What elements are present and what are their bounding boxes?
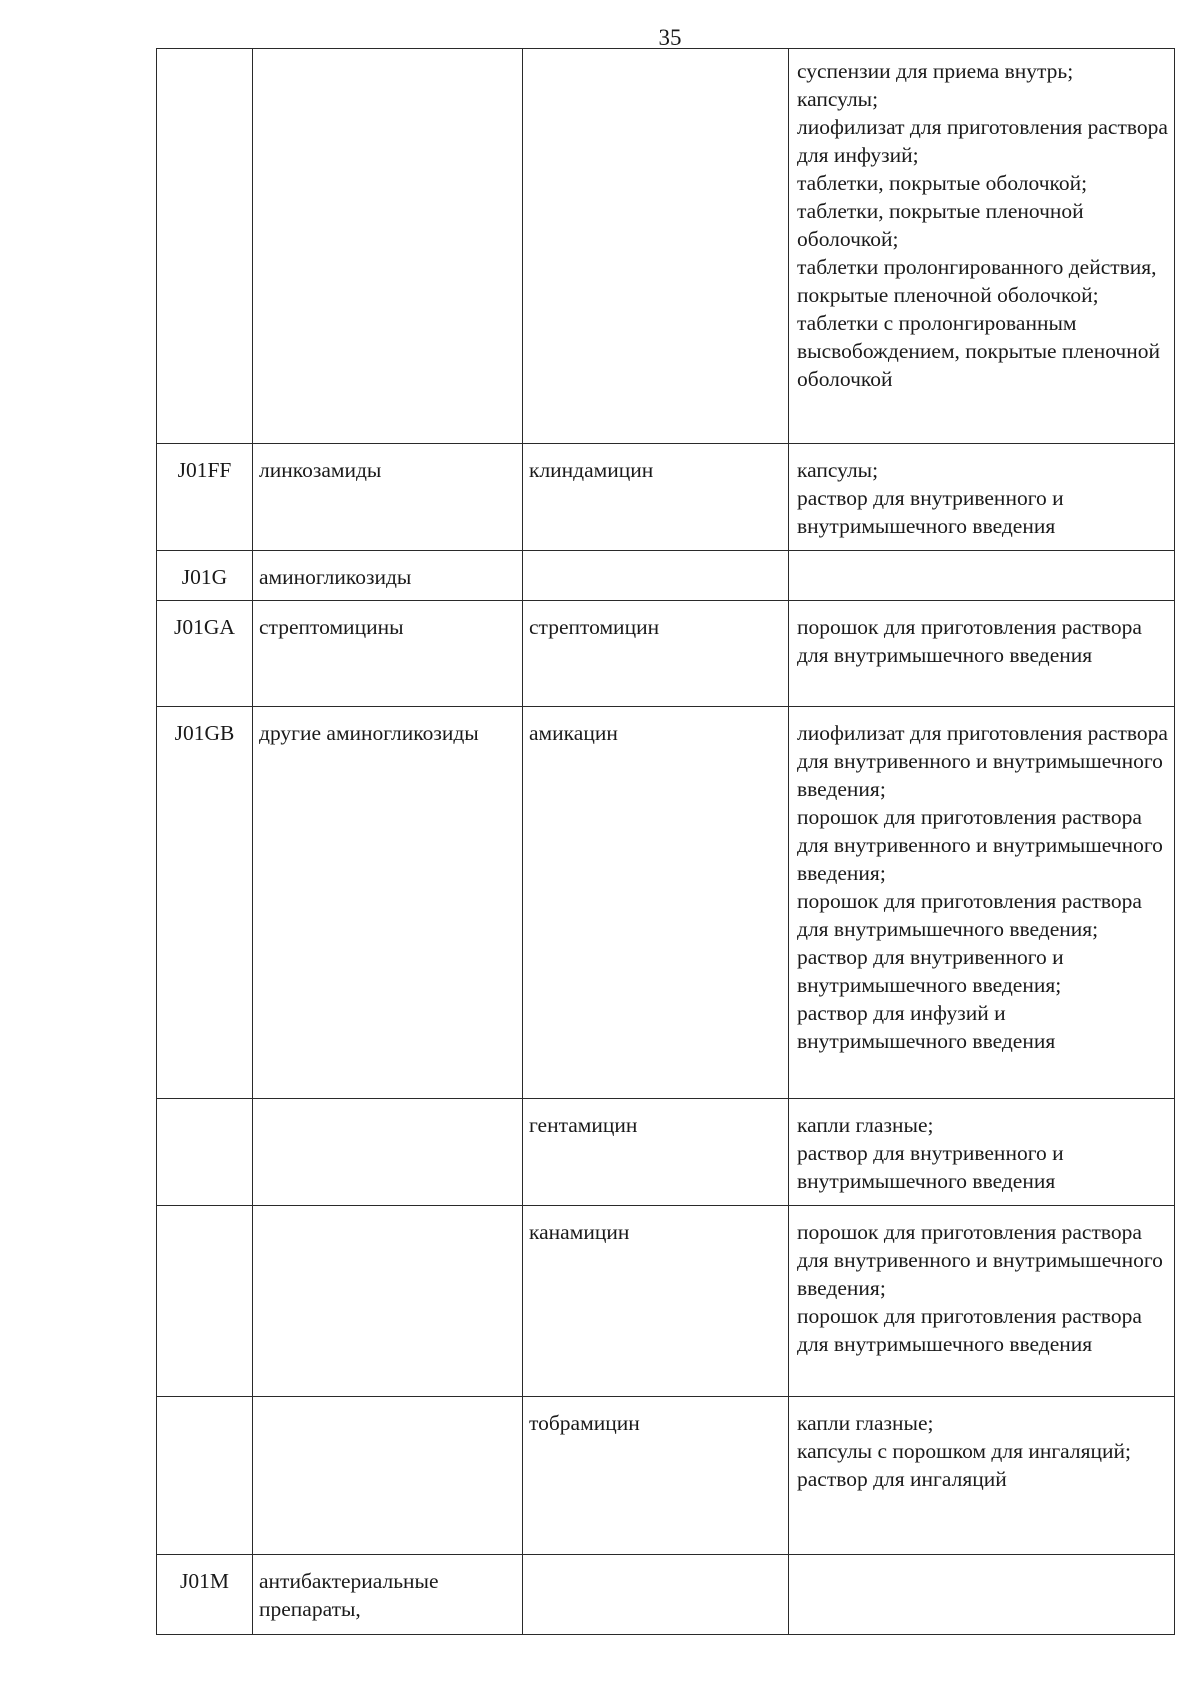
drug-table — [156, 48, 1175, 1635]
table-row — [157, 1397, 1175, 1555]
atc-code-cell: J01G — [157, 551, 253, 601]
table-row — [157, 444, 1175, 551]
atc-code-cell — [157, 1397, 253, 1555]
atc-code-cell: J01GB — [157, 707, 253, 1099]
group-cell: стрептомицины — [253, 601, 523, 707]
atc-code-cell: J01M — [157, 1555, 253, 1635]
group-cell — [253, 1099, 523, 1206]
table-row — [157, 601, 1175, 707]
table-row — [157, 1099, 1175, 1206]
dosage-forms-cell: лиофилизат для приготовления раствора для внутривенного и внутримышечного введения; порошок для приготовления раствора для внутривенного и внутримышечного введения; порошок для приготовления раствора для внутримышечного введения; раствор для внутривенного и внутримышечного введения; раствор для инфузий и внутримышечного введения — [789, 707, 1175, 1099]
atc-code-cell: J01GA — [157, 601, 253, 707]
group-cell — [253, 49, 523, 444]
table-row — [157, 1206, 1175, 1397]
atc-code-cell: J01FF — [157, 444, 253, 551]
group-cell — [253, 1397, 523, 1555]
drug-cell — [523, 49, 789, 444]
group-cell: линкозамиды — [253, 444, 523, 551]
dosage-forms-cell — [789, 551, 1175, 601]
group-cell: антибактериальные препараты, — [253, 1555, 523, 1635]
dosage-forms-cell: капли глазные; раствор для внутривенного и внутримышечного введения — [789, 1099, 1175, 1206]
table-row — [157, 1555, 1175, 1635]
drug-cell — [523, 551, 789, 601]
group-cell — [253, 1206, 523, 1397]
table-row — [157, 707, 1175, 1099]
atc-code-cell — [157, 1206, 253, 1397]
page-number: 35 — [658, 25, 682, 50]
drug-cell: клиндамицин — [523, 444, 789, 551]
drug-cell: канамицин — [523, 1206, 789, 1397]
drug-cell — [523, 1555, 789, 1635]
drug-cell: амикацин — [523, 707, 789, 1099]
drug-cell: гентамицин — [523, 1099, 789, 1206]
dosage-forms-cell: суспензии для приема внутрь; капсулы; лиофилизат для приготовления раствора для инфузий; таблетки, покрытые оболочкой; таблетки, покрытые пленочной оболочкой; таблетки пролонгированного действия, покрытые пленочной оболочкой; таблетки с пролонгированным высвобождением, покрытые пленочной оболочкой — [789, 49, 1175, 444]
table-row — [157, 551, 1175, 601]
dosage-forms-cell: капли глазные; капсулы с порошком для ингаляций; раствор для ингаляций — [789, 1397, 1175, 1555]
drug-cell: тобрамицин — [523, 1397, 789, 1555]
atc-code-cell — [157, 49, 253, 444]
dosage-forms-cell: порошок для приготовления раствора для внутривенного и внутримышечного введения; порошок для приготовления раствора для внутримышечного введения — [789, 1206, 1175, 1397]
dosage-forms-cell — [789, 1555, 1175, 1635]
drug-cell: стрептомицин — [523, 601, 789, 707]
dosage-forms-cell: порошок для приготовления раствора для внутримышечного введения — [789, 601, 1175, 707]
table-row — [157, 49, 1175, 444]
group-cell: аминогликозиды — [253, 551, 523, 601]
dosage-forms-cell: капсулы; раствор для внутривенного и внутримышечного введения — [789, 444, 1175, 551]
atc-code-cell — [157, 1099, 253, 1206]
group-cell: другие аминогликозиды — [253, 707, 523, 1099]
